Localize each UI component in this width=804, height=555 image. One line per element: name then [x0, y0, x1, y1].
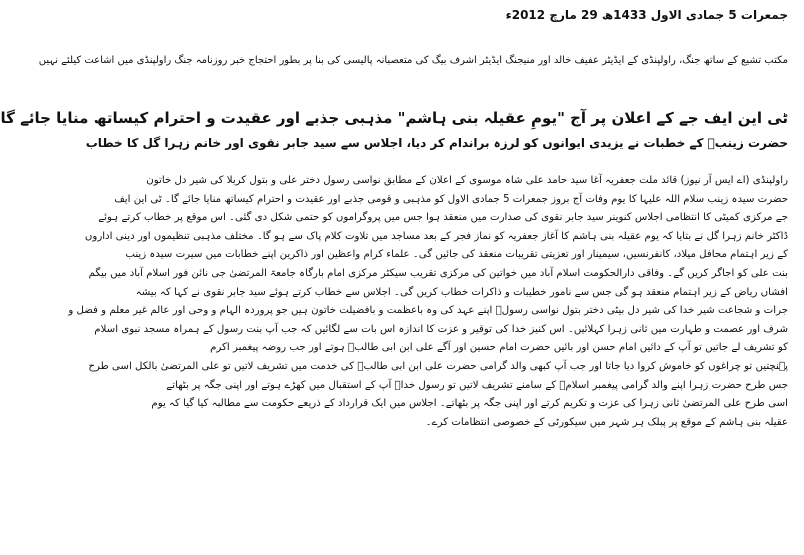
dateline: جمعرات 5 جمادی الاول 1433ھ 29 مارچ 2012ء	[505, 8, 788, 22]
article-line: عقیلہ بنی ہاشم کے موقع پر پبلک ہر شہر میں سیکورٹی کے خصوصی انتظامات کرے۔	[425, 416, 788, 428]
article-line: راولپنڈی (اے ایس آر نیوز) قائد ملت جعفریہ آغا سید حامد علی شاہ موسوی کے اعلان کے مطابق نواسی رسول دختر علی و بتول کربلا کی شیر دل خاتون	[146, 175, 788, 186]
article-line: افشاں ریاض کے زیر اہتمام منعقد ہو گی جس سے نامور خطیبات و ذاکرات خطاب کریں گی۔ اجلاس سے خطاب کرتے ہوئے سید جابر نقوی نے کہا کہ بیشہ	[135, 286, 788, 298]
article-line: کو تشریف لے جاتیں تو آپ کے دائیں امام حسن اور بائیں حضرت امام حسین اور آگے علی ابن ابی طالبؑ ہوتے اور جب روضہ پیغمبر اکرم	[210, 342, 788, 354]
subheadline: حضرت زینبؑ کے خطبات نے یزیدی ایوانوں کو لرزہ براندام کر دیا، اجلاس سے سید جابر نقوی اور خانم زہرا گل کا خطاب	[85, 136, 788, 150]
article-line: پہنچتیں تو چراغوں کو خاموش کروا دیا جاتا اور جب آپ کبھی والد گرامی حضرت علی ابن ابی طالبؑ کی خدمت میں تشریف لاتیں تو علی المرتضیٰ بالکل اسی طرح	[88, 360, 788, 372]
headline: ٹی این ایف جے کے اعلان پر آج "یومِ عقیلہ بنی ہاشم" مذہبی جذبے اور عقیدت و احترام کیساتھ منایا جائے گا	[0, 109, 788, 127]
article-line: ڈاکٹر خانم زہرا گل نے بتایا کہ یوم عقیلہ بنی ہاشم کا آغاز جعفریہ کو نماز فجر کے بعد مساجد میں تلاوت کلام پاک سے ہو گا۔ مختلف مذہبی تنظیموں اور دینی اداروں	[84, 230, 788, 242]
article-line: حضرت سیدہ زینب سلام اللہ علیہا کا یوم وفات آج بروز جمعرات 5 جمادی الاول کو مذہبی و قومی جذبے اور عقیدت و احترام کیساتھ منایا جائے گا۔ ٹی این ایف	[114, 193, 788, 205]
article-line: جے مرکزی کمیٹی کا انتظامی اجلاس کنوینر سید جابر نقوی کی صدارت میں منعقد ہوا جس میں پروگراموں کو حتمی شکل دی گئی۔ اس موقع پر خطاب کرتے ہوئے	[98, 212, 788, 224]
article-line: کے زیر اہتمام محافل میلاد، کانفرنسیں، سیمینار اور تعزیتی تقریبات منعقد کی جائیں گی۔ علماء کرام واعظین اور ذاکرین اپنے خطابات میں سیرت سیدہ زینب	[125, 249, 788, 261]
protest-notice: مکتب تشیع کے ساتھ جنگ، راولپنڈی کے ایڈیٹر عفیف خالد اور منیجنگ ایڈیٹر اشرف بیگ کی متعصبانہ پالیسی کی بنا پر بطور احتجاج خبر روزنامہ جنگ راولپنڈی میں اشاعت کیلئے نہیں	[38, 55, 788, 66]
article-line: جس طرح حضرت زہرا اپنے والد گرامی پیغمبر اسلامؐ کے سامنے تشریف لاتیں تو رسول خداؐ آپ کے استقبال میں کھڑے ہوتے اور اپنی جگہ پر بٹھاتے	[166, 379, 788, 391]
article-line: اسی طرح علی المرتضیٰ ثانی زہرا کی عزت و تکریم کرتے اور اپنی جگہ پر بٹھاتے۔ اجلاس میں ایک قرارداد کے ذریعے حکومت سے مطالبہ کیا گیا کہ یوم	[151, 398, 788, 410]
article-body	[68, 172, 788, 432]
article-line: شرف اور عصمت و طہارت میں ثانی زہرا کہلائیں۔ اس کنیز خدا کی توقیر و عزت کا اندازہ اس بات سے لگائیں کہ جب آپ بنت رسول کے ہمراہ مسجد نبوی اسلام	[94, 323, 788, 335]
article-line: بنت علی کو اجاگر کریں گے۔ وفاقی دارالحکومت اسلام آباد میں خواتین کی مرکزی تقریب سیکٹر مرکزی امام بارگاہ جامعۃ المرتضیٰ جی نائن فور اسلام آباد میں بیگم	[88, 267, 788, 279]
article-line: جرات و شجاعت شیر خدا کی شیر دل بیٹی دختر بتول نواسی رسولؐ اپنے عہد کی وہ باعظمت و بافضیلت خاتون ہیں جو پروردہ الہام و وحی اور عالم غیر معلم و فضل و	[68, 305, 788, 317]
